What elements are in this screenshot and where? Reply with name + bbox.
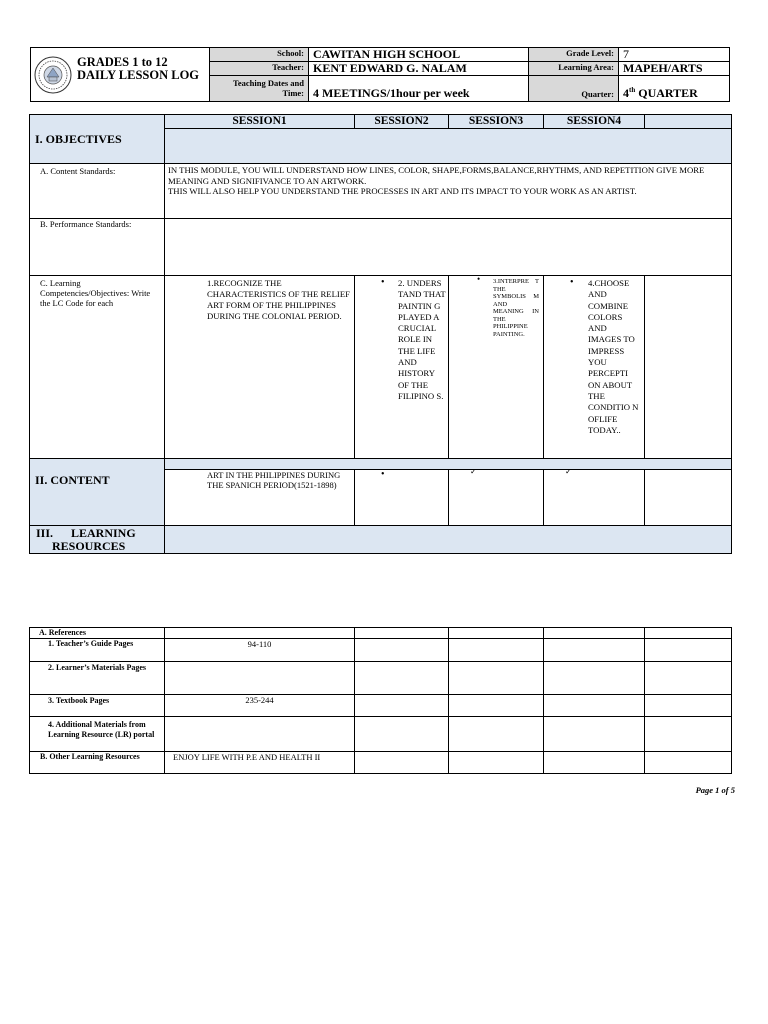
other-resources-label: B. Other Learning Resources	[30, 752, 165, 774]
learners-materials-label: 2. Learner’s Materials Pages	[30, 662, 165, 695]
area-value: MAPEH/ARTS	[619, 62, 730, 76]
dates-label: Teaching Dates and Time:	[210, 76, 309, 102]
content-session1: ART IN THE PHILIPPINES DURING THE SPANICH PERIOD(1521-1898)	[165, 470, 355, 526]
session2-header: SESSION2	[355, 115, 449, 129]
content-title: II. CONTENT	[30, 459, 165, 526]
content-session4	[544, 467, 645, 526]
objective-session1: 1.RECOGNIZE THE CHARACTERISTICS OF THE RELIEF ART FORM OF THE PHILIPPINES DURING THE COLONIAL PERIOD.	[165, 276, 355, 459]
other-resources-value: ENJOY LIFE WITH P.E AND HEALTH II	[165, 752, 355, 774]
grade-label: Grade Level:	[529, 48, 619, 62]
references-table	[29, 627, 732, 774]
content-session2	[355, 470, 449, 526]
textbook-pages-label: 3. Textbook Pages	[30, 695, 165, 717]
school-label: School:	[210, 48, 309, 62]
learning-competencies-label: C. Learning Competencies/Objectives: Write the LC Code for each	[30, 276, 165, 459]
session1-header: SESSION1	[165, 115, 355, 129]
teachers-guide-label: 1. Teacher’s Guide Pages	[30, 639, 165, 662]
learning-resources-title: III. LEARNING RESOURCES	[30, 526, 165, 554]
references-label: A. References	[30, 628, 165, 639]
performance-standards-label: B. Performance Standards:	[30, 219, 165, 276]
header-info-table	[209, 47, 730, 102]
header-title-box	[30, 47, 209, 102]
title-line-2: DAILY LESSON LOG	[77, 68, 200, 82]
area-label: Learning Area:	[529, 62, 619, 76]
objective-session2: • 2. UNDERS TAND THAT PAINTIN G PLAYED A CRUCIAL ROLE IN THE LIFE AND HISTORY OF THE FILIPINO S.	[355, 276, 449, 459]
grade-value: 7	[619, 48, 730, 62]
quarter-value: 4th QUARTER	[619, 76, 730, 102]
dates-value: 4 MEETINGS/1hour per week	[309, 76, 529, 102]
quarter-label: Quarter:	[529, 76, 619, 102]
teacher-label: Teacher:	[210, 62, 309, 76]
content-session3	[449, 467, 544, 526]
lesson-main-table	[29, 114, 732, 554]
objectives-title: I. OBJECTIVES	[30, 115, 165, 164]
bullet-icon: •	[570, 277, 574, 288]
objective-session3: • 3.INTERPRE T THE SYMBOLIS M AND MEANING IN THE PHILIPPINE PAINTING.	[449, 276, 544, 459]
textbook-pages-value: 235-244	[165, 695, 355, 717]
objective-session4: • 4.CHOOSE AND COMBINE COLORS AND IMAGES TO IMPRESS YOU PERCEPTI ON ABOUT THE CONDITIO N OFLIFE TODAY..	[544, 276, 645, 459]
additional-materials-label: 4. Additional Materials from Learning Resource (LR) portal	[30, 717, 165, 752]
teacher-value: KENT EDWARD G. NALAM	[309, 62, 529, 76]
bullet-icon: •	[381, 277, 385, 288]
check-icon: ✓	[565, 467, 572, 476]
page-number: Page 1 of 5	[695, 785, 735, 795]
teachers-guide-value: 94-110	[165, 639, 355, 662]
deped-seal-icon	[34, 56, 72, 94]
content-standards-text: IN THIS MODULE, YOU WILL UNDERSTAND HOW LINES, COLOR, SHAPE,FORMS,BALANCE,RHYTHMS, AND REPETITION GIVE MORE MEANING AND SIGNIFIVANCE TO AN ARTWORK. THIS WILL ALSO HELP YOU UNDERSTAND THE PROCESSES IN ART AND ITS IMPACT TO YOUR WORK AS AN ARTIST.	[165, 164, 732, 219]
bullet-icon: •	[381, 469, 385, 480]
content-standards-label: A. Content Standards:	[30, 164, 165, 219]
school-value: CAWITAN HIGH SCHOOL	[309, 48, 529, 62]
check-icon: ✓	[470, 467, 477, 476]
title-line-1: GRADES 1 to 12	[77, 55, 168, 69]
bullet-icon: •	[477, 274, 481, 284]
session3-header: SESSION3	[449, 115, 544, 129]
session4-header: SESSION4	[544, 115, 645, 129]
